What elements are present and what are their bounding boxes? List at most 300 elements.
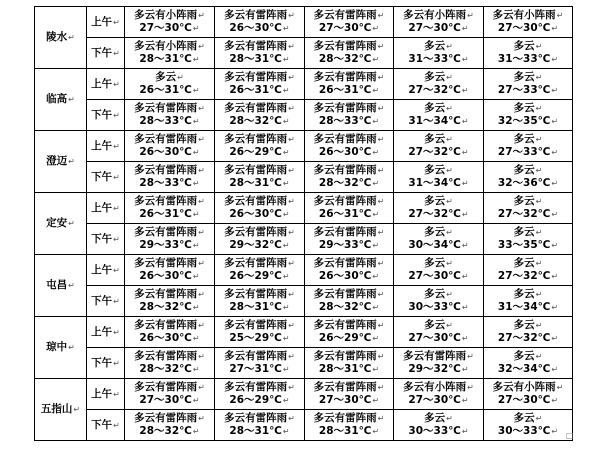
weather-text xyxy=(305,319,393,332)
period-cell xyxy=(87,255,125,286)
return-mark: ↵ xyxy=(535,414,543,423)
period-cell xyxy=(87,224,125,255)
weather-text xyxy=(484,9,572,22)
weather-text xyxy=(484,257,572,270)
forecast-cell xyxy=(305,410,394,441)
temperature-value: 30～33℃ xyxy=(408,301,461,313)
weather-text xyxy=(215,9,304,22)
temperature-value: 26～30℃ xyxy=(139,332,192,344)
weather-value: 多云 xyxy=(513,257,535,269)
weather-value: 多云 xyxy=(513,288,535,300)
temperature-value: 26～31℃ xyxy=(139,208,192,220)
temperature-value: 27～30℃ xyxy=(408,394,461,406)
weather-value: 多云 xyxy=(424,288,446,300)
weather-value: 多云 xyxy=(513,226,535,238)
period-cell xyxy=(87,69,125,100)
temperature-text xyxy=(484,53,572,66)
return-mark: ↵ xyxy=(198,135,205,144)
return-mark: ↵ xyxy=(372,148,380,157)
weather-value: 多云有雷阵雨 xyxy=(134,412,198,424)
weather-text xyxy=(125,257,214,270)
weather-value: 多云有雷阵雨 xyxy=(313,412,377,424)
temperature-value: 26～30℃ xyxy=(139,146,192,158)
return-mark: ↵ xyxy=(113,265,120,275)
weather-text xyxy=(305,40,393,53)
return-mark: ↵ xyxy=(288,290,295,299)
temperature-text xyxy=(215,146,304,159)
weather-value: 多云有雷阵雨 xyxy=(224,226,288,238)
temperature-text xyxy=(125,84,214,97)
weather-text xyxy=(305,9,393,22)
return-mark: ↵ xyxy=(461,427,469,436)
weather-value: 多云有雷阵雨 xyxy=(224,133,288,145)
return-mark: ↵ xyxy=(377,290,385,299)
forecast-cell xyxy=(125,410,215,441)
return-mark: ↵ xyxy=(461,365,469,374)
return-mark: ↵ xyxy=(288,42,295,51)
weather-value: 多云 xyxy=(424,257,446,269)
weather-value: 多云 xyxy=(513,412,535,424)
period-cell xyxy=(87,193,125,224)
temperature-value: 28～32℃ xyxy=(318,177,372,189)
forecast-cell xyxy=(305,317,394,348)
weather-text xyxy=(394,133,483,146)
weather-value: 多云有雷阵雨 xyxy=(224,412,288,424)
temperature-value: 26～29℃ xyxy=(229,146,282,158)
weather-value: 多云有雷阵雨 xyxy=(134,350,198,362)
return-mark: ↵ xyxy=(461,334,469,343)
city-name: 琼中 xyxy=(46,341,68,353)
return-mark: ↵ xyxy=(535,259,543,268)
temperature-value: 28～32℃ xyxy=(139,301,192,313)
return-mark: ↵ xyxy=(68,219,75,228)
return-mark: ↵ xyxy=(535,42,543,51)
forecast-cell xyxy=(484,224,573,255)
forecast-cell xyxy=(215,193,305,224)
temperature-value: 28～31℃ xyxy=(318,425,372,437)
temperature-value: 26～29℃ xyxy=(229,394,282,406)
table-end-mark: □ xyxy=(566,431,574,440)
return-mark: ↵ xyxy=(198,259,205,268)
return-mark: ↵ xyxy=(556,11,564,20)
temperature-text xyxy=(484,332,572,345)
weather-text xyxy=(394,350,483,363)
weather-value: 多云有小阵雨 xyxy=(492,381,556,393)
forecast-cell xyxy=(305,100,394,131)
weather-value: 多云有小阵雨 xyxy=(403,381,467,393)
temperature-value: 31～34℃ xyxy=(497,301,551,313)
temperature-value: 28～32℃ xyxy=(318,301,372,313)
city-name: 屯昌 xyxy=(46,279,68,291)
weather-value: 多云有小阵雨 xyxy=(403,9,467,21)
forecast-cell xyxy=(215,162,305,193)
forecast-cell xyxy=(125,38,215,69)
weather-value: 多云有雷阵雨 xyxy=(313,102,377,114)
temperature-text xyxy=(394,301,483,314)
weather-text xyxy=(394,71,483,84)
forecast-cell xyxy=(125,348,215,379)
weather-text xyxy=(215,102,304,115)
weather-value: 多云 xyxy=(155,71,177,83)
forecast-cell xyxy=(394,162,484,193)
weather-value: 多云 xyxy=(424,164,446,176)
return-mark: ↵ xyxy=(551,303,559,312)
temperature-value: 31～34℃ xyxy=(408,115,461,127)
weather-text xyxy=(125,319,214,332)
return-mark: ↵ xyxy=(198,104,205,113)
return-mark: ↵ xyxy=(198,228,205,237)
forecast-cell xyxy=(394,224,484,255)
temperature-text xyxy=(484,84,572,97)
period-label: 上午 xyxy=(91,15,113,28)
weather-value: 多云有雷阵雨 xyxy=(313,381,377,393)
return-mark: ↵ xyxy=(282,210,290,219)
city-name-cell xyxy=(35,7,87,69)
weather-value: 多云 xyxy=(424,195,446,207)
table-row xyxy=(35,193,573,224)
period-label: 上午 xyxy=(91,325,113,338)
weather-text xyxy=(215,195,304,208)
weather-text xyxy=(484,102,572,115)
weather-value: 多云有雷阵雨 xyxy=(134,102,198,114)
temperature-text xyxy=(215,363,304,376)
return-mark: ↵ xyxy=(446,228,453,237)
period-label: 下午 xyxy=(91,356,113,369)
temperature-value: 26～30℃ xyxy=(229,22,282,34)
weather-value: 多云有雷阵雨 xyxy=(403,350,467,362)
period-label: 下午 xyxy=(91,294,113,307)
weather-value: 多云有雷阵雨 xyxy=(224,319,288,331)
return-mark: ↵ xyxy=(372,334,380,343)
forecast-cell xyxy=(125,7,215,38)
return-mark: ↵ xyxy=(461,117,469,126)
return-mark: ↵ xyxy=(192,303,200,312)
return-mark: ↵ xyxy=(535,104,543,113)
temperature-text xyxy=(305,53,393,66)
period-label: 上午 xyxy=(91,201,113,214)
return-mark: ↵ xyxy=(377,259,385,268)
weather-value: 多云有雷阵雨 xyxy=(224,288,288,300)
weather-text xyxy=(215,319,304,332)
return-mark: ↵ xyxy=(198,42,205,51)
return-mark: ↵ xyxy=(68,33,75,42)
return-mark: ↵ xyxy=(192,427,200,436)
temperature-text xyxy=(394,332,483,345)
return-mark: ↵ xyxy=(68,157,75,166)
return-mark: ↵ xyxy=(551,24,559,33)
temperature-text xyxy=(394,22,483,35)
temperature-value: 27～30℃ xyxy=(139,22,192,34)
weather-value: 多云有雷阵雨 xyxy=(134,257,198,269)
return-mark: ↵ xyxy=(288,73,295,82)
temperature-text xyxy=(394,270,483,283)
return-mark: ↵ xyxy=(198,352,205,361)
forecast-cell xyxy=(484,100,573,131)
temperature-text xyxy=(125,115,214,128)
return-mark: ↵ xyxy=(377,383,385,392)
temperature-value: 29～32℃ xyxy=(408,363,461,375)
return-mark: ↵ xyxy=(461,272,469,281)
return-mark: ↵ xyxy=(461,24,469,33)
forecast-cell xyxy=(394,379,484,410)
forecast-cell xyxy=(125,379,215,410)
weather-text xyxy=(125,40,214,53)
temperature-value: 29～33℃ xyxy=(139,239,192,251)
return-mark: ↵ xyxy=(372,241,380,250)
temperature-value: 27～30℃ xyxy=(408,22,461,34)
table-row xyxy=(35,7,573,38)
temperature-text xyxy=(305,22,393,35)
return-mark: ↵ xyxy=(68,281,75,290)
return-mark: ↵ xyxy=(467,383,474,392)
return-mark: ↵ xyxy=(113,234,120,244)
return-mark: ↵ xyxy=(377,135,385,144)
forecast-cell xyxy=(305,69,394,100)
table-row xyxy=(35,162,573,193)
return-mark: ↵ xyxy=(282,55,290,64)
weather-text xyxy=(394,412,483,425)
forecast-cell xyxy=(215,379,305,410)
temperature-text xyxy=(484,239,572,252)
return-mark: ↵ xyxy=(535,290,543,299)
return-mark: ↵ xyxy=(113,358,120,368)
return-mark: ↵ xyxy=(372,427,380,436)
period-label: 下午 xyxy=(91,46,113,59)
period-label: 上午 xyxy=(91,77,113,90)
temperature-text xyxy=(215,115,304,128)
return-mark: ↵ xyxy=(113,79,120,89)
return-mark: ↵ xyxy=(113,389,120,399)
city-name: 临高 xyxy=(46,93,68,105)
weather-text xyxy=(125,381,214,394)
weather-value: 多云有雷阵雨 xyxy=(134,381,198,393)
return-mark: ↵ xyxy=(192,24,200,33)
forecast-cell xyxy=(484,410,573,441)
return-mark: ↵ xyxy=(113,110,120,120)
return-mark: ↵ xyxy=(551,365,559,374)
return-mark: ↵ xyxy=(282,241,290,250)
temperature-value: 28～33℃ xyxy=(139,115,192,127)
table-row xyxy=(35,69,573,100)
forecast-cell xyxy=(215,100,305,131)
return-mark: ↵ xyxy=(377,166,385,175)
return-mark: ↵ xyxy=(288,321,295,330)
return-mark: ↵ xyxy=(192,396,200,405)
temperature-text xyxy=(394,239,483,252)
weather-text xyxy=(215,71,304,84)
return-mark: ↵ xyxy=(372,272,380,281)
temperature-text xyxy=(484,115,572,128)
temperature-value: 27～30℃ xyxy=(318,394,372,406)
temperature-text xyxy=(305,208,393,221)
temperature-text xyxy=(484,146,572,159)
return-mark: ↵ xyxy=(461,86,469,95)
weather-value: 多云 xyxy=(424,102,446,114)
temperature-value: 27～33℃ xyxy=(497,84,551,96)
weather-value: 多云有雷阵雨 xyxy=(313,40,377,52)
weather-text xyxy=(394,257,483,270)
weather-text xyxy=(215,133,304,146)
period-cell xyxy=(87,7,125,38)
return-mark: ↵ xyxy=(551,241,559,250)
city-name: 定安 xyxy=(46,217,68,229)
return-mark: ↵ xyxy=(177,73,184,82)
table-row xyxy=(35,38,573,69)
return-mark: ↵ xyxy=(288,135,295,144)
forecast-cell xyxy=(125,224,215,255)
weather-value: 多云有雷阵雨 xyxy=(134,164,198,176)
return-mark: ↵ xyxy=(446,197,453,206)
return-mark: ↵ xyxy=(467,11,474,20)
weather-value: 多云有雷阵雨 xyxy=(224,102,288,114)
return-mark: ↵ xyxy=(535,197,543,206)
temperature-text xyxy=(125,332,214,345)
temperature-value: 28～33℃ xyxy=(318,115,372,127)
period-cell xyxy=(87,286,125,317)
return-mark: ↵ xyxy=(192,86,200,95)
weather-text xyxy=(394,102,483,115)
return-mark: ↵ xyxy=(192,148,200,157)
temperature-value: 28～33℃ xyxy=(139,177,192,189)
period-cell xyxy=(87,38,125,69)
return-mark: ↵ xyxy=(372,117,380,126)
temperature-text xyxy=(394,208,483,221)
temperature-text xyxy=(484,394,572,407)
temperature-text xyxy=(125,394,214,407)
temperature-value: 26～31℃ xyxy=(229,84,282,96)
table-row xyxy=(35,286,573,317)
temperature-text xyxy=(125,146,214,159)
temperature-text xyxy=(305,394,393,407)
return-mark: ↵ xyxy=(446,135,453,144)
forecast-cell xyxy=(305,379,394,410)
forecast-cell xyxy=(305,162,394,193)
return-mark: ↵ xyxy=(377,11,385,20)
return-mark: ↵ xyxy=(113,327,120,337)
temperature-value: 31～33℃ xyxy=(497,53,551,65)
return-mark: ↵ xyxy=(535,73,543,82)
return-mark: ↵ xyxy=(535,352,543,361)
forecast-cell xyxy=(394,255,484,286)
temperature-text xyxy=(484,301,572,314)
weather-text xyxy=(215,164,304,177)
return-mark: ↵ xyxy=(288,414,295,423)
forecast-cell xyxy=(484,317,573,348)
period-label: 下午 xyxy=(91,108,113,121)
return-mark: ↵ xyxy=(68,95,75,104)
period-cell xyxy=(87,100,125,131)
temperature-value: 27～32℃ xyxy=(408,84,461,96)
forecast-cell xyxy=(305,7,394,38)
temperature-text xyxy=(394,363,483,376)
forecast-cell xyxy=(125,193,215,224)
temperature-text xyxy=(215,425,304,438)
return-mark: ↵ xyxy=(288,228,295,237)
temperature-text xyxy=(125,177,214,190)
forecast-cell xyxy=(484,38,573,69)
return-mark: ↵ xyxy=(556,383,564,392)
return-mark: ↵ xyxy=(446,104,453,113)
period-cell xyxy=(87,348,125,379)
temperature-text xyxy=(484,425,572,438)
return-mark: ↵ xyxy=(68,343,75,352)
return-mark: ↵ xyxy=(446,259,453,268)
temperature-value: 28～31℃ xyxy=(229,177,282,189)
weather-text xyxy=(305,102,393,115)
temperature-value: 26～31℃ xyxy=(318,208,372,220)
forecast-cell xyxy=(215,7,305,38)
return-mark: ↵ xyxy=(372,303,380,312)
temperature-text xyxy=(215,301,304,314)
temperature-text xyxy=(394,146,483,159)
period-label: 下午 xyxy=(91,418,113,431)
weather-value: 多云 xyxy=(513,164,535,176)
return-mark: ↵ xyxy=(113,203,120,213)
temperature-text xyxy=(305,363,393,376)
temperature-value: 31～34℃ xyxy=(408,177,461,189)
return-mark: ↵ xyxy=(461,241,469,250)
weather-value: 多云有雷阵雨 xyxy=(224,350,288,362)
return-mark: ↵ xyxy=(377,414,385,423)
city-name-cell xyxy=(35,379,87,441)
return-mark: ↵ xyxy=(377,352,385,361)
weather-value: 多云 xyxy=(513,133,535,145)
weather-text xyxy=(394,288,483,301)
weather-text xyxy=(394,381,483,394)
return-mark: ↵ xyxy=(551,272,559,281)
table-row xyxy=(35,224,573,255)
return-mark: ↵ xyxy=(377,42,385,51)
weather-value: 多云有雷阵雨 xyxy=(224,257,288,269)
return-mark: ↵ xyxy=(282,396,290,405)
return-mark: ↵ xyxy=(372,365,380,374)
temperature-text xyxy=(215,332,304,345)
weather-value: 多云有雷阵雨 xyxy=(224,40,288,52)
temperature-text xyxy=(125,363,214,376)
return-mark: ↵ xyxy=(446,414,453,423)
forecast-cell xyxy=(215,224,305,255)
weather-text xyxy=(305,195,393,208)
forecast-cell xyxy=(215,69,305,100)
temperature-value: 26～29℃ xyxy=(318,332,372,344)
return-mark: ↵ xyxy=(461,210,469,219)
return-mark: ↵ xyxy=(288,197,295,206)
period-cell xyxy=(87,317,125,348)
return-mark: ↵ xyxy=(113,296,120,306)
forecast-cell xyxy=(125,286,215,317)
weather-value: 多云有雷阵雨 xyxy=(313,195,377,207)
weather-text xyxy=(305,412,393,425)
temperature-value: 27～33℃ xyxy=(497,146,551,158)
temperature-value: 26～30℃ xyxy=(139,270,192,282)
return-mark: ↵ xyxy=(113,172,120,182)
weather-value: 多云有小阵雨 xyxy=(492,9,556,21)
period-label: 下午 xyxy=(91,232,113,245)
weather-text xyxy=(125,71,214,84)
forecast-cell xyxy=(125,69,215,100)
temperature-text xyxy=(394,84,483,97)
forecast-cell xyxy=(394,100,484,131)
forecast-cell xyxy=(305,193,394,224)
weather-value: 多云 xyxy=(513,40,535,52)
return-mark: ↵ xyxy=(372,396,380,405)
table-row xyxy=(35,255,573,286)
return-mark: ↵ xyxy=(73,405,81,414)
return-mark: ↵ xyxy=(198,166,205,175)
forecast-cell xyxy=(215,38,305,69)
forecast-cell xyxy=(305,255,394,286)
weather-text xyxy=(484,381,572,394)
